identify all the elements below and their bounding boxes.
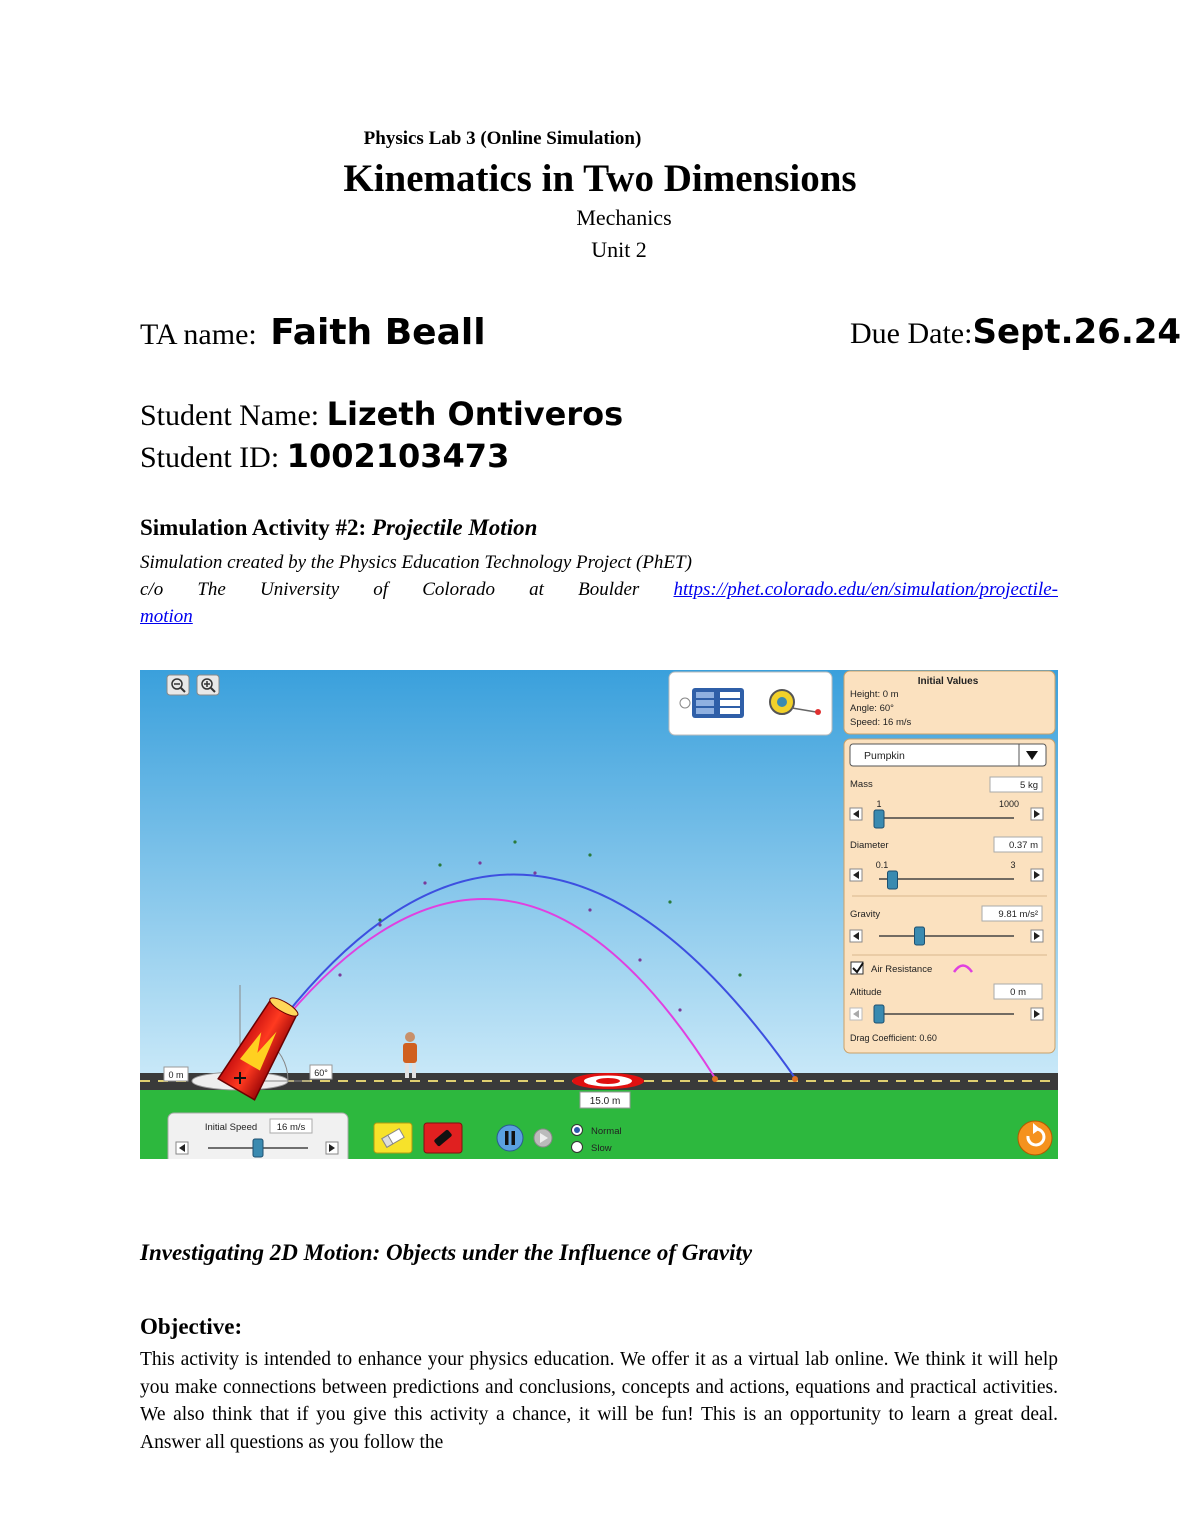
ta-name-value: Faith Beall: [270, 312, 486, 353]
speed-radio-normal[interactable]: [572, 1125, 622, 1138]
student-name-field: [140, 395, 623, 433]
target-distance-label: 15.0 m: [589, 1096, 621, 1107]
speed-slow-label: Slow: [591, 1143, 612, 1154]
initial-speed: Speed: 16 m/s: [850, 717, 912, 728]
pause-button[interactable]: [497, 1125, 523, 1151]
target[interactable]: [572, 1073, 644, 1089]
altitude-value: 0 m: [1010, 987, 1026, 998]
credit-line-2: [140, 576, 1058, 603]
air-resistance-label: Air Resistance: [871, 964, 933, 975]
projectile-settings-panel: [844, 739, 1055, 1053]
mass-slider-thumb[interactable]: [874, 810, 884, 828]
student-name-value: Lizeth Ontiveros: [326, 395, 624, 433]
student-id-label: Student ID:: [140, 441, 280, 474]
ta-name-field: [140, 312, 486, 353]
cannon-angle-label: 60°: [314, 1068, 328, 1078]
altitude-label: Altitude: [850, 987, 882, 998]
fire-button[interactable]: [424, 1123, 462, 1153]
due-date-field: [850, 312, 1181, 352]
phet-link[interactable]: https://phet.colorado.edu/en/simulation/projectile-: [673, 579, 1058, 600]
initial-values-panel: [844, 671, 1055, 734]
gravity-value: 9.81 m/s²: [998, 909, 1038, 920]
initial-speed-value: 16 m/s: [276, 1122, 306, 1133]
subject-line: Mechanics: [576, 205, 672, 230]
mass-min: 1: [876, 799, 882, 809]
mass-label: Mass: [850, 779, 873, 790]
unit-line: Unit 2: [591, 237, 647, 262]
due-date-value: Sept.26.24: [972, 312, 1182, 352]
initial-speed-slider-thumb[interactable]: [253, 1139, 263, 1157]
reset-button[interactable]: [1018, 1121, 1052, 1155]
activity-title-prefix: Simulation Activity #2:: [140, 515, 367, 540]
drag-coefficient: Drag Coefficient: 0.60: [850, 1033, 937, 1043]
activity-title: [140, 515, 537, 541]
phet-link-continued[interactable]: motion: [140, 606, 193, 627]
speed-radio-slow[interactable]: [572, 1142, 612, 1155]
projectile-select[interactable]: [850, 744, 1046, 766]
page-title: Kinematics in Two Dimensions: [343, 157, 857, 200]
landing-point-with-air: [712, 1076, 718, 1082]
mass-value: 5 kg: [1020, 780, 1038, 791]
landing-point-no-air: [792, 1076, 798, 1082]
initial-speed-panel: [168, 1113, 348, 1159]
diameter-label: Diameter: [850, 840, 889, 851]
diameter-max: 3: [1010, 860, 1016, 870]
objective-text: This activity is intended to enhance your physics education. We offer it as a virtual lab online. We think it will help you make connections between predictions and conclusions, concepts and actions, equations and practical activities. We also think that if you give this activity a chance, it will be fun! This is an opportunity to learn a great deal. Answer all questions as you follow the: [140, 1349, 1058, 1453]
student-name-label: Student Name:: [140, 399, 320, 432]
initial-values-title: Initial Values: [917, 676, 979, 687]
student-id-value: 1002103473: [286, 437, 510, 475]
diameter-value: 0.37 m: [1008, 840, 1038, 851]
diameter-slider-thumb[interactable]: [888, 871, 898, 889]
initial-angle: Angle: 60°: [850, 703, 894, 714]
simulation-canvas: [140, 670, 1058, 1159]
investigation-title: Investigating 2D Motion: Objects under the Influence of Gravity: [140, 1240, 753, 1265]
diameter-min: 0.1: [875, 860, 889, 870]
step-button[interactable]: [534, 1129, 552, 1147]
initial-speed-label: Initial Speed: [204, 1122, 258, 1133]
projectile-select-value: Pumpkin: [864, 750, 905, 762]
student-id-field: [140, 437, 509, 475]
eraser-button[interactable]: [374, 1123, 412, 1153]
credit-line-1: Simulation created by the Physics Education Technology Project (PhET): [140, 552, 692, 573]
cannon-height-label: 0 m: [168, 1070, 184, 1080]
simulation-screenshot: [140, 670, 1058, 1159]
due-date-label: Due Date:: [850, 317, 973, 350]
mass-max: 1000: [998, 799, 1020, 809]
gravity-label: Gravity: [850, 909, 881, 920]
objective-label: Objective:: [140, 1314, 243, 1339]
credit-institution: c/o The University of Colorado at Boulder: [140, 579, 640, 600]
activity-title-name: Projectile Motion: [371, 515, 538, 540]
altitude-slider-thumb[interactable]: [874, 1005, 884, 1023]
initial-height: Height: 0 m: [850, 689, 899, 700]
speed-normal-label: Normal: [591, 1126, 622, 1137]
gravity-slider-thumb[interactable]: [915, 927, 925, 945]
ta-name-label: TA name:: [140, 318, 257, 351]
credit-line-3: [140, 603, 1058, 630]
lab-subtitle: Physics Lab 3 (Online Simulation): [363, 128, 642, 149]
zoom-out-button[interactable]: [167, 675, 189, 695]
zoom-in-button[interactable]: [197, 675, 219, 695]
